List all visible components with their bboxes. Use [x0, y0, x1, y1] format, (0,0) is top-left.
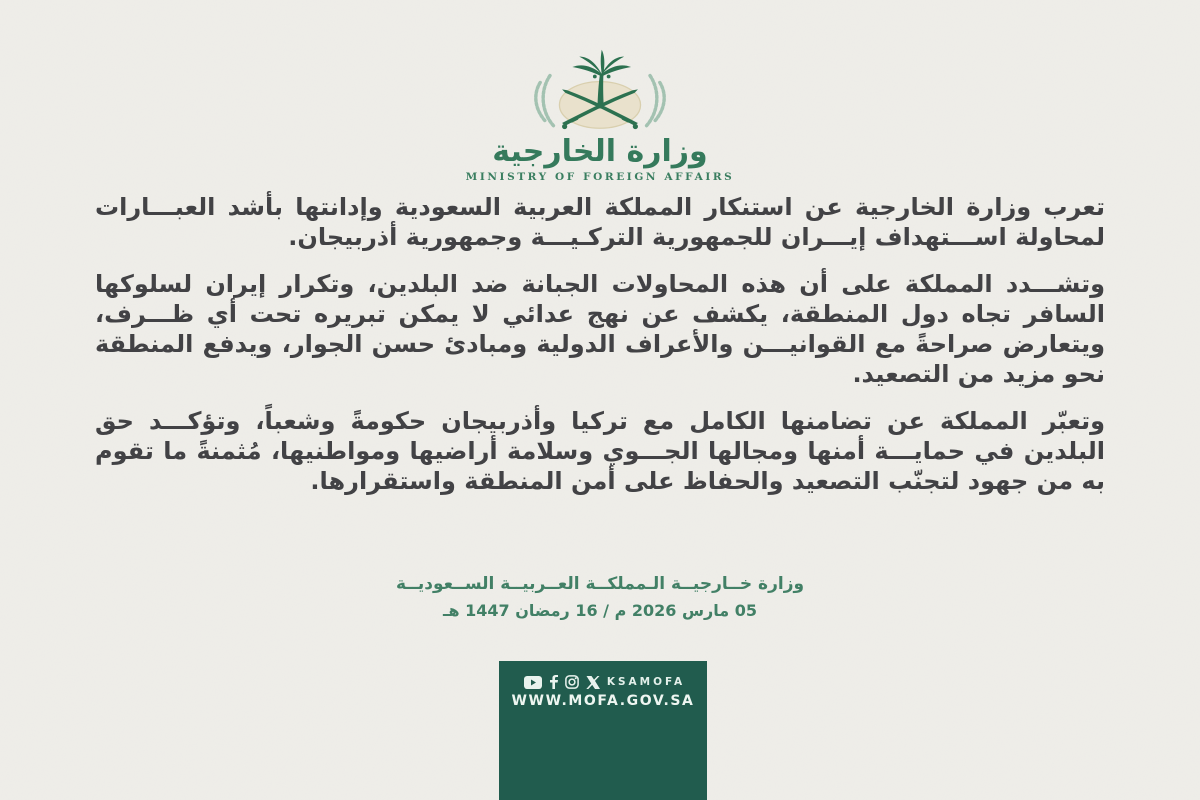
signature-date-line: 05 مارس 2026 م / 16 رمضان 1447 هـ	[442, 601, 758, 620]
statement-paragraph-2: وتشـــدد المملكة على أن هذه المحاولات الجبانة ضد البلدين، وتكرار إيران لسلوكها السافر تجاه دول المنطقة، يكشف عن نهج عدائي لا يمكن تبريره تحت أي ظـــرف، ويتعارض صراحةً مع القوانيـــن والأعراف الدولية ومبادئ حسن الجوار، ويدفع المنطقة نحو مزيد من التصعيد.	[95, 270, 1105, 388]
ministry-name-arabic: وزارة الخارجية	[492, 134, 708, 169]
instagram-icon	[565, 675, 579, 689]
signature-block	[0, 574, 1200, 620]
statement-paragraph-3: وتعبّر المملكة عن تضامنها الكامل مع تركيا وأذربيجان حكومةً وشعباً، وتؤكـــد حق البلدين في حمايـــة أمنها ومجالها الجـــوي وسلامة أراضيها ومواطنيها، مُثمنةً ما تقوم به من جهود لتجنّب التصعيد والحفاظ على أمن المنطقة واستقرارها.	[95, 407, 1105, 495]
header	[0, 48, 1200, 183]
website-url: WWW.MOFA.GOV.SA	[511, 693, 695, 709]
social-media-row	[499, 674, 707, 690]
saudi-mofa-emblem-icon	[505, 48, 695, 136]
youtube-icon	[524, 676, 542, 689]
facebook-icon	[549, 675, 558, 689]
statement-body	[95, 192, 1105, 496]
statement-paragraph-1: تعرب وزارة الخارجية عن استنكار المملكة العربية السعودية وإدانتها بأشد العبـــارات لمحاولة اســـتهداف إيـــران للجمهورية التركـيـــة وجمهورية أذربيجان.	[95, 193, 1105, 251]
footer-box	[499, 661, 707, 800]
x-icon	[586, 676, 600, 689]
social-handle: KSAMOFA	[606, 676, 686, 688]
signature-ministry-line: وزارة خــارجيــة الـمملكــة العــربيــة الســعوديــة	[395, 574, 805, 594]
ministry-name-english: MINISTRY OF FOREIGN AFFAIRS	[465, 170, 735, 183]
